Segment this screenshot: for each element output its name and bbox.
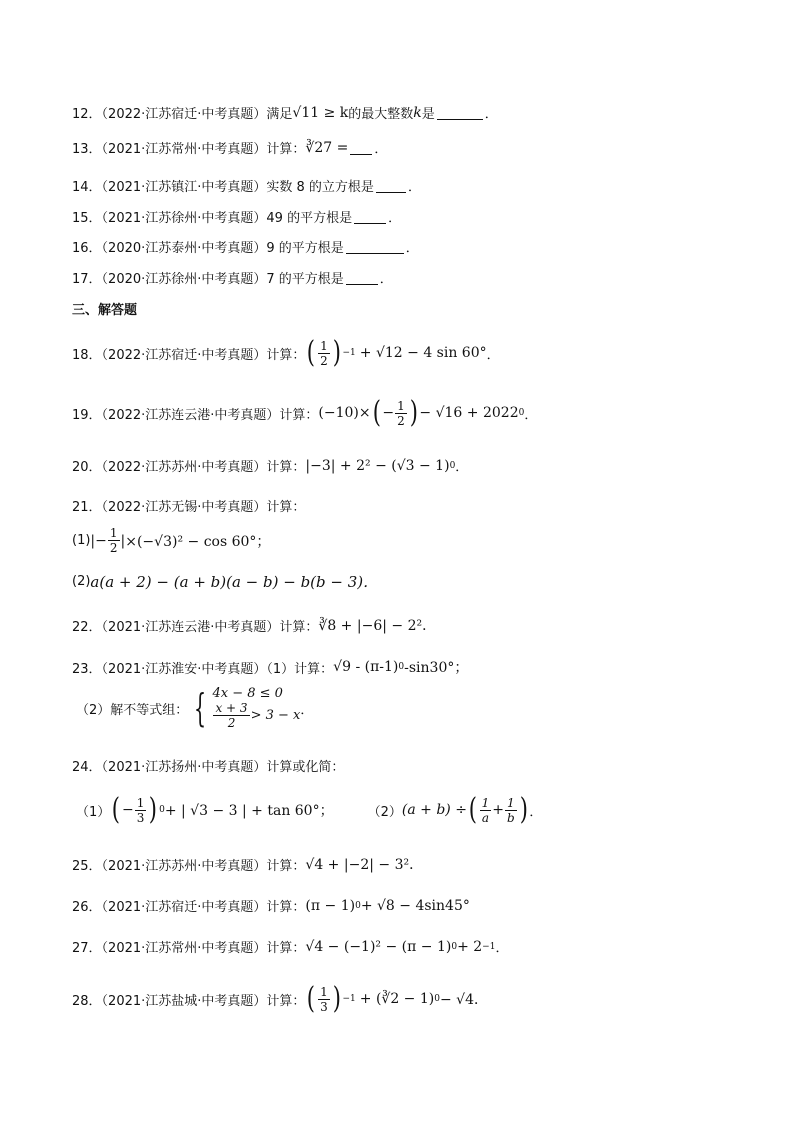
section-title: 三、解答题 xyxy=(72,303,138,318)
answer-blank xyxy=(350,140,372,155)
problem-25: 25．（2021·江苏苏州·中考真题）计算： √4 + |−2| − 3²． xyxy=(72,857,424,874)
inequality-system: 4x − 8 ≤ 0 $\frac{x + 3}{2}$ > 3 − x xyxy=(212,686,301,730)
math-expr: √11 ≥ k xyxy=(292,104,349,121)
problem-14: 14．（2021·江苏镇江·中考真题）实数 8 的立方根是 ． xyxy=(72,180,421,195)
problem-27: 27．（2021·江苏常州·中考真题）计算： √4 − (−1)² − (π − 1) 0 + 2 −1 ． xyxy=(72,938,509,956)
problem-24-parts: （1） ( − $\frac{1}{3}$ ) 0 + | √3 − 3 | + tan 60°； （2） (a + b) ÷ ( $\frac{1}{a}$ + $\frac{1}{b}$ ) ． xyxy=(76,792,543,827)
problem-15: 15．（2021·江苏徐州·中考真题）49 的平方根是 ． xyxy=(72,211,402,226)
problem-18: 18．（2022·江苏宿迁·中考真题）计算： ( $\frac{1}{2}$ ) −1 + √12 − 4 sin 60° ． xyxy=(72,335,500,370)
answer-blank xyxy=(346,270,378,285)
answer-blank xyxy=(346,239,404,254)
problem-21-part2: (2) a(a + 2) − (a + b)(a − b) − b(b − 3)． xyxy=(72,573,379,591)
problem-21-part1: (1) |− $\frac{1}{2}$ | ×(−√3)² − cos 60°； xyxy=(72,526,271,555)
problem-22: 22．（2021·江苏连云港·中考真题）计算： ∛8 + |−6| − 2²． xyxy=(72,618,437,635)
problem-23: 23．（2021·江苏淮安·中考真题）（1）计算： √9 - (π-1) 0 -sin30°； xyxy=(72,659,469,677)
problem-28: 28．（2021·江苏盐城·中考真题）计算： ( $\frac{1}{3}$ ) −1 + (∛2 − 1) 0 − √4． xyxy=(72,981,488,1016)
problem-21: 21．（2022·江苏无锡·中考真题）计算： xyxy=(72,500,306,515)
problem-20: 20．（2022·江苏苏州·中考真题）计算： |−3| + 2² − (√3 − 1) 0 ． xyxy=(72,457,469,475)
problem-12: 12．（2022·江苏宿迁·中考真题）满足 √11 ≥ k 的最大整数 k 是 ． xyxy=(72,104,498,122)
problem-17: 17．（2020·江苏徐州·中考真题）7 的平方根是 ． xyxy=(72,272,393,287)
answer-blank xyxy=(376,178,406,193)
problem-13: 13．（2021·江苏常州·中考真题）计算： ∛27 = ． xyxy=(72,139,388,157)
answer-blank xyxy=(354,209,386,224)
problem-23-part2: （2）解不等式组： { 4x − 8 ≤ 0 $\frac{x + 3}{2}$ > 3 − x ． xyxy=(76,686,314,730)
problem-26: 26．（2021·江苏宿迁·中考真题）计算： (π − 1) 0 + √8 − 4sin45° xyxy=(72,897,470,915)
problem-19: 19．（2022·江苏连云港·中考真题）计算： (−10)× ( − $\frac{1}{2}$ ) − √16 + 2022 0 ． xyxy=(72,395,538,430)
problem-16: 16．（2020·江苏泰州·中考真题）9 的平方根是 ． xyxy=(72,241,419,256)
problem-24: 24．（2021·江苏扬州·中考真题）计算或化简： xyxy=(72,760,345,775)
answer-blank xyxy=(437,105,483,120)
